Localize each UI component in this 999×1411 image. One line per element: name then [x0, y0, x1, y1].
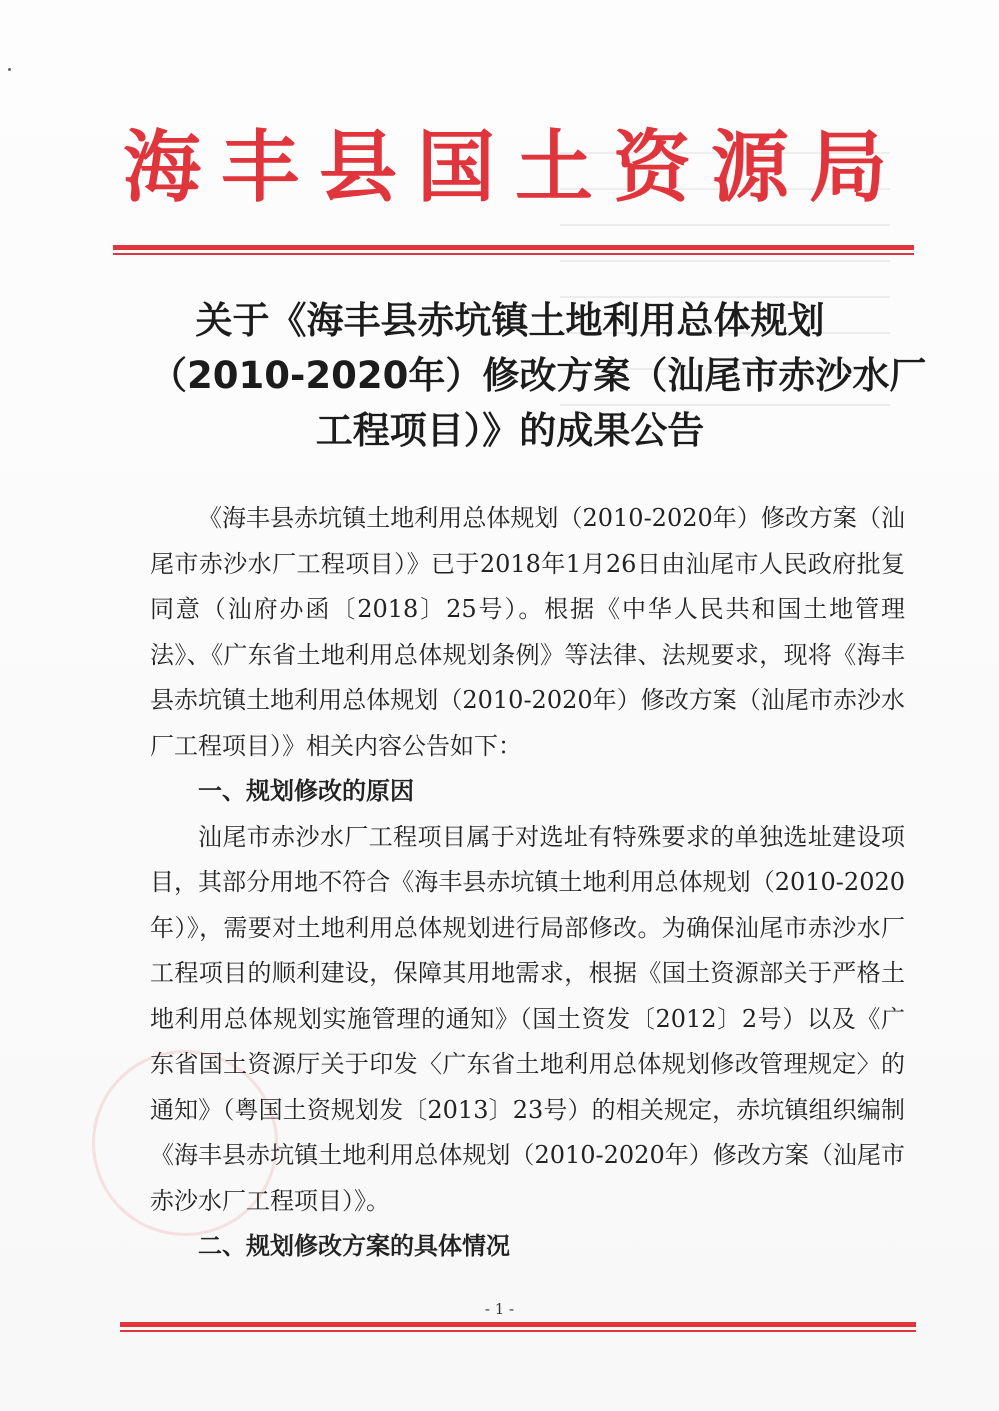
- body-paragraph-intro: 《海丰县赤坑镇土地利用总体规划（2010-2020年）修改方案（汕尾市赤沙水厂工程项目）》已于2018年1月26日由汕尾市人民政府批复同意（汕府办函〔2018〕25号）。根据《中华人民共和国土地管理法》、《广东省土地利用总体规划条例》等法律、法规要求，现将《海丰县赤坑镇土地利用总体规划（2010-2020年）修改方案（汕尾市赤沙水厂工程项目）》相关内容公告如下：: [150, 504, 905, 760]
- rule-thick-line: [113, 245, 914, 250]
- rule-thin-line: [120, 1330, 916, 1332]
- section-heading-details: 二、规划修改方案的具体情况: [198, 1232, 510, 1260]
- section-heading-reason: 一、规划修改的原因: [198, 777, 414, 805]
- letterhead-red-rule: [113, 245, 914, 255]
- letterhead-title: 海丰县国土资源局: [122, 122, 907, 213]
- title-line: （2010-2020年）修改方案（汕尾市赤沙水厂: [150, 354, 927, 397]
- announcement-body: [150, 496, 905, 1270]
- page-number: - 1 -: [484, 1300, 515, 1318]
- footer-red-rule: [120, 1322, 916, 1332]
- rule-thin-line: [113, 253, 914, 255]
- body-paragraph-reason: 汕尾市赤沙水厂工程项目属于对选址有特殊要求的单独选址建设项目，其部分用地不符合《海丰县赤坑镇土地利用总体规划（2010-2020年）》，需要对土地利用总体规划进行局部修改。为确保汕尾市赤沙水厂工程项目的顺利建设，保障其用地需求，根据《国土资源部关于严格土地利用总体规划实施管理的通知》（国土资发〔2012〕2号）以及《广东省国土资源厅关于印发〈广东省土地利用总体规划修改管理规定〉的通知》（粤国土资规划发〔2013〕23号）的相关规定，赤坑镇组织编制《海丰县赤坑镇土地利用总体规划（2010-2020年）修改方案（汕尾市赤沙水厂工程项目）》。: [150, 822, 905, 1215]
- rule-thick-line: [120, 1322, 916, 1327]
- title-line: 关于《海丰县赤坑镇土地利用总体规划: [195, 299, 825, 342]
- scan-speck: [8, 68, 11, 71]
- title-line: 工程项目）》的成果公告: [315, 409, 705, 452]
- announcement-title: [150, 293, 927, 458]
